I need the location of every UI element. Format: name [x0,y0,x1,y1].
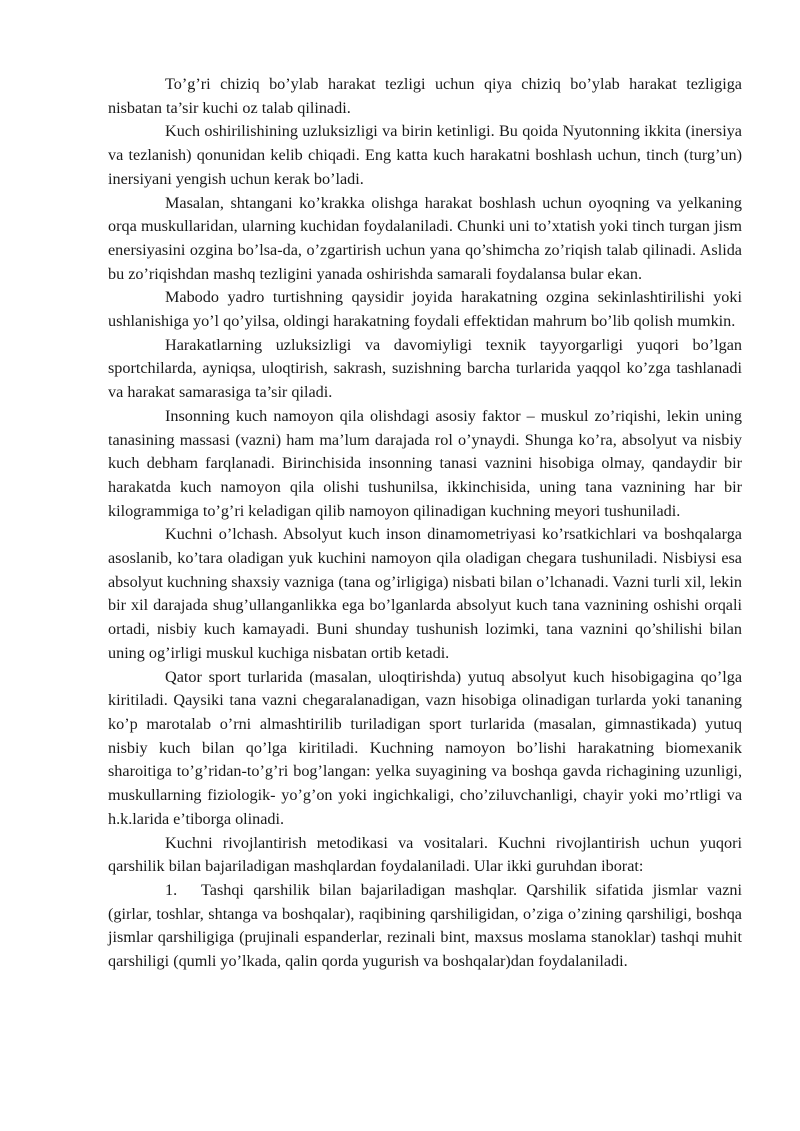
paragraph-8: Qator sport turlarida (masalan, uloqtirishda) yutuq absolyut kuch hisobigagina qo’lga kiritiladi. Qaysiki tana vazni chegaralanadigan, vazn hisobiga olinadigan turlarda yoki tananing ko’p marotalab o’rni almashtirilib turiladigan sport turlarida (masalan, gimnastikada) yutuq nisbiy kuch bilan qo’lga kiritiladi. Kuchning namoyon bo’lishi harakatning biomexanik sharoitiga to’g’ridan-to’g’ri bog’langan: yelka suyagining va boshqa gavda richagining uzunligi, muskullarning fiziologik- yo’g’on yoki ingichkaligi, cho’ziluvchanligi, chayir yoki mo’rtligi va h.k.larida e’tiborga olinadi. [108,667,742,828]
paragraph-7: Kuchni o’lchash. Absolyut kuch inson dinamometriyasi ko’rsatkichlari va boshqalarga asoslanib, ko’tara oladigan yuk kuchini namoyon qila oladigan chegara tushuniladi. Nisbiysi esa absolyut kuchning shaxsiy vazniga (tana og’irligiga) nisbati bilan o’lchanadi. Vazni turli xil, lekin bir xil darajada shug’ullanganlikka ega bo’lganlarda absolyut kuch tana vaznining oshishi orqali ortadi, nisbiy kuch kamayadi. Buni shunday tushunish lozimki, tana vaznini qo’shilishi bilan uning og’irligi muskul kuchiga nisbatan ortib ketadi. [108,525,742,662]
document-page [108,73,742,974]
paragraph-2: Kuch oshirilishining uzluksizligi va birin ketinligi. Bu qoida Nyutonning ikkita (inersiya va tezlanish) qonunidan kelib chiqadi. Eng katta kuch harakatni boshlash uchun, tinch (turg’un) inersiyani yengish uchun kerak bo’ladi. [108,122,742,188]
paragraph-5: Harakatlarning uzluksizligi va davomiyligi texnik tayyorgarligi yuqori bo’lgan sportchilarda, ayniqsa, uloqtirish, sakrash, suzishning barcha turlarida yaqqol ko’zga tashlanadi va harakat samarasiga ta’sir qiladi. [108,335,742,402]
paragraph-9: Kuchni rivojlantirish metodikasi va vositalari. Kuchni rivojlantirish uchun yuqori qarshilik bilan bajariladigan mashqlardan foydalaniladi. Ular ikki guruhdan iborat: [108,833,742,876]
list-item-text: Tashqi qarshilik bilan bajariladigan mashqlar. Qarshilik sifatida jismlar vazni (girlar, toshlar, shtanga va boshqalar), raqibining qarshiligidan, o’ziga o’zining qarshiligi, boshqa jismlar qarshiligiga (prujinali espanderlar, rezinali bint, maxsus moslama stanoklar) tashqi muhit qarshiligi (qumli yo’lkada, qalin qorda yugurish va boshqalar)dan foydalaniladi. [108,880,742,971]
paragraph-3: Masalan, shtangani ko’krakka olishga harakat boshlash uchun oyoqning va yelkaning orqa muskullaridan, ularning kuchidan foydalaniladi. Chunki uni to’xtatish yoki tinch turgan jism enersiyasini ozgina bo’lsa-da, o’zgartirish uchun yana qo’shimcha zo’riqish talab qilinadi. Aslida bu zo’riqishdan mashq tezligini yanada oshirishda samarali foydalansa bular ekan. [108,193,742,283]
paragraph-6: Insonning kuch namoyon qila olishdagi asosiy faktor – muskul zo’riqishi, lekin uning tanasining massasi (vazni) ham ma’lum darajada rol o’ynaydi. Shunga ko’ra, absolyut va nisbiy kuch debham farqlanadi. Birinchisida insonning tanasi vaznini hisobiga olmay, qandaydir bir harakatda kuch namoyon qila olishi tushunilsa, ikkinchisida, uning tana vaznining har bir kilogrammiga to’g’ri keladigan qilib namoyon qilinadigan kuchning meyori tushuniladi. [108,406,742,520]
paragraph-4: Mabodo yadro turtishning qaysidir joyida harakatning ozgina sekinlashtirilishi yoki ushlanishiga yo’l qo’yilsa, oldingi harakatning foydali effektidan mahrum bo’lib qolish mumkin. [108,288,742,331]
list-item-number: 1. [165,880,178,899]
list-item-1 [108,879,742,974]
paragraph-1: To’g’ri chiziq bo’ylab harakat tezligi uchun qiya chiziq bo’ylab harakat tezligiga nisbatan ta’sir kuchi oz talab qilinadi. [108,75,742,117]
